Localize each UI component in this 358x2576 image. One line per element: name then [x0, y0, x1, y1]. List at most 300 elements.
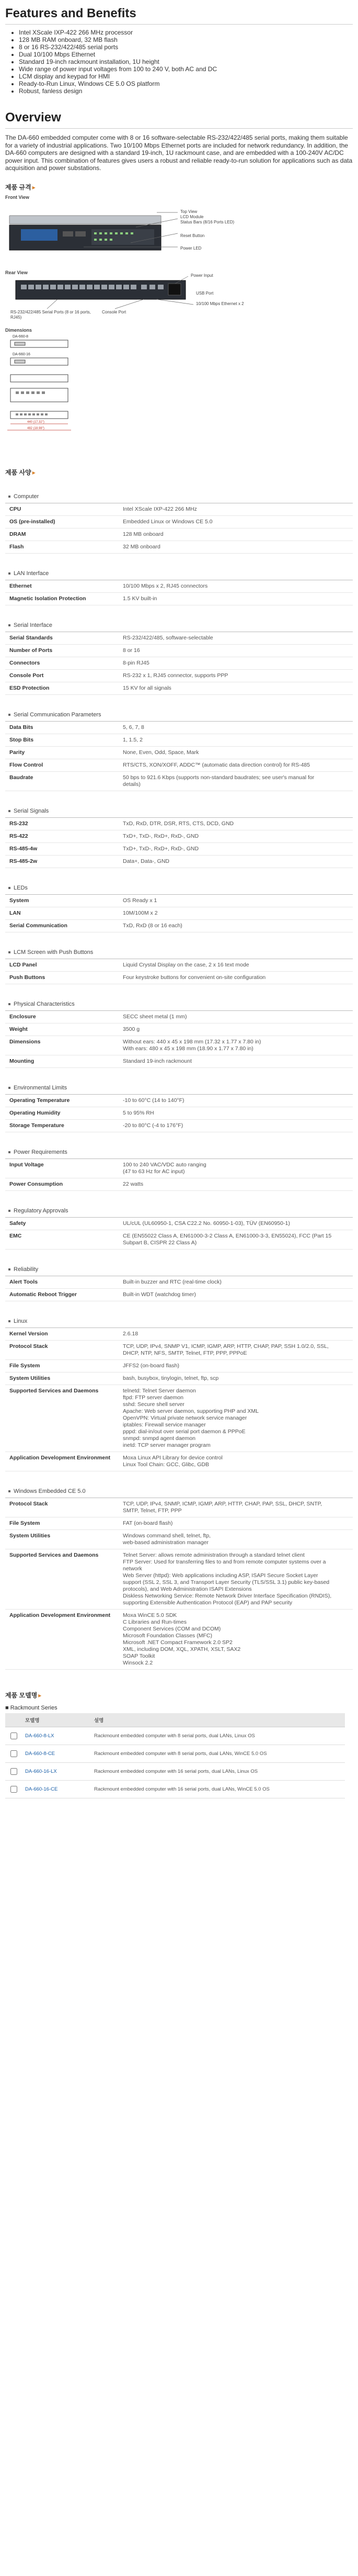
- spec-key: Serial Communication: [9, 922, 67, 929]
- bullet-icon: [8, 1320, 10, 1322]
- spec-value-line: -10 to 60°C (14 to 140°F): [123, 1097, 184, 1104]
- front-view-drawing: [5, 195, 353, 268]
- bullet-icon: [8, 1268, 10, 1270]
- spec-value-line: 128 MB onboard: [123, 531, 164, 537]
- spec-value: [123, 1612, 353, 1667]
- spec-group-title: [5, 805, 353, 818]
- spec-row: [5, 1276, 353, 1289]
- ordering-col-check: [5, 1713, 22, 1727]
- specs-heading: 제품 사양 ▸: [5, 468, 36, 476]
- spec-group-title: [5, 619, 353, 632]
- callout-status: Status Bars (8/16 Ports LED): [180, 219, 235, 224]
- ordering-heading: 제품 모델명 ▸: [5, 1691, 42, 1699]
- spec-value: [123, 1279, 353, 1286]
- spec-group-label: Serial Signals: [14, 807, 49, 814]
- spec-value: [123, 1162, 353, 1175]
- feature-item: • Robust, fanless design: [19, 87, 353, 95]
- spec-value: [123, 749, 353, 756]
- spec-value-line: SECC sheet metal (1 mm): [123, 1013, 187, 1020]
- spec-value: [123, 1220, 353, 1227]
- spec-group-title: [5, 1082, 353, 1095]
- spec-value-line: RTS/CTS, XON/XOFF, ADDC™ (automatic data direction control) for RS-485: [123, 761, 310, 768]
- spec-value-line: iptables: Firewall service manager: [123, 1421, 206, 1428]
- row-checkbox[interactable]: [10, 1733, 17, 1739]
- spec-row: [5, 1289, 353, 1301]
- spec-value-line: Apache: Web server daemon, supporting PHP and XML: [123, 1408, 259, 1414]
- spec-row: [5, 1549, 353, 1610]
- callout-console: Console Port: [102, 309, 126, 314]
- bullet-icon: [8, 810, 10, 812]
- front-view-figure: [5, 195, 353, 268]
- dim-width-inner: 440 (17.32"): [27, 420, 44, 424]
- spec-value-line: UL/cUL (UL60950-1, CSA C22.2 No. 60950-1-03), TÜV (EN60950-1): [123, 1220, 290, 1227]
- spec-value: [123, 762, 353, 769]
- spec-group-label: LAN Interface: [14, 570, 49, 577]
- ordering-table: [5, 1713, 345, 1798]
- spec-group-label: Reliability: [14, 1266, 39, 1273]
- bullet-icon: [8, 572, 10, 575]
- spec-row: [5, 1218, 353, 1230]
- spec-key: LAN: [9, 909, 21, 916]
- spec-group: [5, 1205, 353, 1250]
- spec-key: ESD Protection: [9, 684, 50, 691]
- spec-group-label: Physical Characteristics: [14, 1000, 75, 1007]
- spec-value: [123, 1520, 353, 1527]
- spec-value: [123, 519, 353, 525]
- overview-text: The DA-660 embedded computer come with 8 or 16 software-selectable RS-232/422/485 serial ports, making them suitable for a variety of industrial applications. Two 10/100 Mbps Ethernet ports are included for network redundancy. In addition, the DA-660 computers are designed with a standard 19-inch, 1U rackmount case, and are embedded with a 100-240V AC/DC power input. This combination of features gives users a robust and reliable ready-to-run solution for applications such as data acquisition and power substations.: [5, 134, 353, 172]
- spec-row: [5, 843, 353, 856]
- spec-value: [123, 1122, 353, 1129]
- spec-value: [123, 820, 353, 827]
- spec-row: [5, 1107, 353, 1120]
- spec-row: [5, 959, 353, 972]
- spec-value-line: TxD, RxD, DTR, DSR, RTS, CTS, DCD, GND: [123, 820, 234, 827]
- spec-row: [5, 645, 353, 657]
- spec-value: [123, 897, 353, 904]
- bullet-icon: [8, 1210, 10, 1212]
- spec-key: Ethernet: [9, 582, 32, 589]
- callout-lcd: LCD Module: [180, 214, 204, 219]
- spec-value: [123, 1181, 353, 1188]
- spec-group-title: [5, 708, 353, 722]
- spec-value-line: TxD+, TxD-, RxD+, RxD-, GND: [123, 845, 199, 852]
- spec-value-line: Moxa Linux API Library for device control: [123, 1454, 223, 1461]
- spec-value-line: Component Services (COM and DCOM): [123, 1625, 221, 1632]
- spec-key: Parity: [9, 749, 25, 756]
- spec-value-line: inetd: TCP server manager program: [123, 1442, 211, 1448]
- spec-value: [123, 1388, 353, 1449]
- spec-row: [5, 1530, 353, 1549]
- model-link[interactable]: DA-660-16-CE: [22, 1780, 91, 1798]
- spec-group-title: [5, 998, 353, 1011]
- spec-group-label: Serial Communication Parameters: [14, 711, 101, 718]
- spec-group: [5, 490, 353, 554]
- spec-value: [123, 1039, 353, 1052]
- spec-key: Stop Bits: [9, 736, 34, 743]
- spec-value-line: TCP, UDP, IPv4, SNMP, ICMP, IGMP, ARP, HTTP, CHAP, PAP, SSL, DHCP, SNTP, SMTP, Telnet, FTP, PPP: [123, 1500, 322, 1514]
- callout-reset: Reset Button: [180, 233, 205, 238]
- spec-value: [123, 685, 353, 692]
- dimensions-label: Dimensions: [5, 327, 32, 333]
- spec-row: [5, 682, 353, 695]
- spec-key: Enclosure: [9, 1013, 36, 1020]
- spec-value-line: XML, including DOM, XQL, XPATH, XSLT, SAX2: [123, 1646, 241, 1652]
- dimensions-figure: [5, 328, 353, 464]
- spec-key: LCD Panel: [9, 961, 37, 968]
- feature-item: • 8 or 16 RS-232/422/485 serial ports: [19, 43, 353, 51]
- table-row: [5, 1762, 345, 1780]
- spec-value-line: Winsock 2.2: [123, 1659, 153, 1666]
- spec-value-line: Embedded Linux or Windows CE 5.0: [123, 518, 213, 525]
- spec-value: [123, 583, 353, 590]
- spec-key: Push Buttons: [9, 974, 45, 981]
- feature-item: • Standard 19-inch rackmount installation, 1U height: [19, 58, 353, 65]
- spec-group: [5, 882, 353, 932]
- spec-group: [5, 998, 353, 1068]
- spec-group-label: LCM Screen with Push Buttons: [14, 949, 94, 955]
- callout-power-input: Power Input: [191, 273, 213, 278]
- model-desc: Rackmount embedded computer with 16 serial ports, dual LANs, WinCE 5.0 OS: [91, 1780, 345, 1798]
- spec-key: File System: [9, 1362, 40, 1369]
- spec-value-line: Four keystroke buttons for convenient on-site configuration: [123, 974, 266, 981]
- spec-value: [123, 1343, 353, 1357]
- spec-value: [123, 858, 353, 865]
- spec-value-line: -20 to 80°C (-4 to 176°F): [123, 1122, 183, 1129]
- spec-group-label: Computer: [14, 493, 39, 500]
- feature-item: • Wide range of power input voltages from 100 to 240 V, both AC and DC: [19, 65, 353, 73]
- front-view-label: Front View: [5, 194, 29, 200]
- spec-value-line: FAT (on-board flash): [123, 1520, 173, 1526]
- spec-value: [123, 1110, 353, 1117]
- spec-value-line: With ears: 480 x 45 x 198 mm (18.90 x 1.77 x 7.80 in): [123, 1045, 253, 1052]
- spec-key: Application Development Environment: [9, 1612, 111, 1618]
- spec-group-title: [5, 490, 353, 503]
- spec-row: [5, 1178, 353, 1191]
- features-title: Features and Benefits: [5, 0, 353, 25]
- features-list: [5, 29, 353, 95]
- spec-group: [5, 567, 353, 605]
- spec-value-line: pppd: dial-in/out over serial port daemon & PPPoE: [123, 1428, 246, 1435]
- ordering-series: ■ Rackmount Series: [5, 1704, 57, 1711]
- spec-value-line: JFFS2 (on-board flash): [123, 1362, 179, 1369]
- spec-row: [5, 1452, 353, 1471]
- spec-value-line: 8-pin RJ45: [123, 659, 149, 666]
- callout-top-view: Top View: [180, 209, 198, 214]
- spec-key: Weight: [9, 1026, 28, 1032]
- spec-row: [5, 1373, 353, 1385]
- spec-row: [5, 657, 353, 670]
- spec-row: [5, 1517, 353, 1530]
- spec-group: [5, 619, 353, 695]
- spec-key: Serial Standards: [9, 634, 53, 641]
- spec-value-line: ftpd: FTP server daemon: [123, 1394, 183, 1401]
- bullet-icon: [8, 951, 10, 953]
- model-link[interactable]: DA-660-8-CE: [22, 1745, 91, 1762]
- rear-view-figure: [5, 270, 353, 328]
- spec-key: Console Port: [9, 672, 44, 679]
- spec-value-line: 15 KV for all signals: [123, 684, 171, 691]
- spec-value-line: Windows command shell, telnet, ftp,: [123, 1532, 211, 1539]
- spec-value-line: Web Server (httpd): Web applications including ASP, ISAPI Secure Socket Layer support (SSL 2, SSL 3, and Transport Layer Security (TLS/SSL 3.1) public key-based protocols), and Web Administration ISAPI Extensions: [123, 1572, 330, 1592]
- spec-row: [5, 1120, 353, 1132]
- spec-row: [5, 593, 353, 605]
- spec-value-line: FTP Server: Used for transferring files to and from remote computer systems over a network: [123, 1558, 326, 1572]
- spec-row: [5, 1036, 353, 1055]
- spec-key: Flash: [9, 543, 24, 550]
- callout-serial-ports: RS-232/422/485 Serial Ports (8 or 16 ports, RJ45): [10, 309, 91, 320]
- spec-row: [5, 1230, 353, 1250]
- spec-key: Mounting: [9, 1058, 34, 1064]
- spec-group-title: [5, 1263, 353, 1276]
- spec-value-line: sshd: Secure shell server: [123, 1401, 184, 1408]
- rear-view-label: Rear View: [5, 269, 28, 275]
- ordering-col-model: 모델명: [22, 1713, 91, 1727]
- spec-key: Magnetic Isolation Protection: [9, 595, 86, 602]
- spec-key: DRAM: [9, 531, 26, 537]
- spec-group-title: [5, 946, 353, 959]
- spec-row: [5, 907, 353, 920]
- spec-group: [5, 1146, 353, 1191]
- spec-row: [5, 1385, 353, 1452]
- feature-item: • Dual 10/100 Mbps Ethernet: [19, 51, 353, 58]
- ordering-section: [5, 1691, 353, 1798]
- spec-value: [123, 833, 353, 840]
- feature-item: • Ready-to-Run Linux, Windows CE 5.0 OS platform: [19, 80, 353, 87]
- overview-title: Overview: [5, 104, 353, 129]
- spec-value: [123, 923, 353, 929]
- table-row: [5, 1780, 345, 1798]
- spec-value-line: RS-232 x 1, RJ45 connector, supports PPP: [123, 672, 228, 679]
- spec-value-line: telnetd: Telnet Server daemon: [123, 1387, 196, 1394]
- spec-group-label: Windows Embedded CE 5.0: [14, 1488, 86, 1494]
- spec-key: Connectors: [9, 659, 40, 666]
- spec-value-line: web-based administration manager: [123, 1539, 209, 1546]
- model-desc: Rackmount embedded computer with 8 serial ports, dual LANs, WinCE 5.0 OS: [91, 1745, 345, 1762]
- spec-row: [5, 972, 353, 984]
- spec-row: [5, 895, 353, 907]
- spec-key: Supported Services and Daemons: [9, 1551, 99, 1558]
- callout-power-led: Power LED: [180, 245, 202, 251]
- spec-row: [5, 722, 353, 734]
- spec-value: [123, 595, 353, 602]
- spec-key: RS-422: [9, 833, 28, 839]
- bullet-icon: [8, 887, 10, 889]
- spec-key: CPU: [9, 505, 21, 512]
- spec-value: [123, 531, 353, 538]
- spec-key: Dimensions: [9, 1038, 41, 1045]
- spec-value-line: Microsoft .NET Compact Framework 2.0 SP2: [123, 1639, 233, 1646]
- spec-value-line: 32 MB onboard: [123, 543, 160, 550]
- spec-key: System Utilities: [9, 1532, 51, 1539]
- spec-value-line: Moxa WinCE 5.0 SDK: [123, 1612, 177, 1618]
- spec-value: [123, 962, 353, 969]
- spec-value-line: OpenVPN: Virtual private network service manager: [123, 1414, 247, 1421]
- spec-row: [5, 516, 353, 528]
- spec-row: [5, 856, 353, 868]
- spec-value-line: Standard 19-inch rackmount: [123, 1058, 192, 1064]
- spec-row: [5, 772, 353, 791]
- spec-group-label: Serial Interface: [14, 622, 52, 628]
- spec-value-line: 10M/100M x 2: [123, 909, 158, 916]
- bullet-icon: [8, 1087, 10, 1089]
- spec-value: [123, 1014, 353, 1020]
- spec-row: [5, 734, 353, 747]
- row-checkbox[interactable]: [10, 1786, 17, 1793]
- spec-group-title: [5, 1205, 353, 1218]
- spec-value: [123, 1455, 353, 1468]
- spec-group: [5, 946, 353, 984]
- row-checkbox[interactable]: [10, 1750, 17, 1757]
- model-link[interactable]: DA-660-8-LX: [22, 1727, 91, 1745]
- model-link[interactable]: DA-660-16-LX: [22, 1762, 91, 1780]
- spec-value-line: Diskless Networking Service: Remote Network Driver Interface Specification (RNDIS), supporting Extensible Authentication Protocol (EAP) and PAP security: [123, 1592, 332, 1606]
- dim-label-16: DA-660-16: [13, 352, 30, 356]
- spec-row: [5, 747, 353, 759]
- spec-value-line: SOAP Toolkit: [123, 1652, 155, 1659]
- spec-value-line: Liquid Crystal Display on the case, 2 x 16 text mode: [123, 961, 249, 968]
- spec-key: Input Voltage: [9, 1161, 44, 1168]
- spec-group-title: [5, 1146, 353, 1159]
- spec-group: [5, 1315, 353, 1471]
- callout-ethernet: 10/100 Mbps Ethernet x 2: [196, 301, 244, 306]
- spec-value: [123, 1331, 353, 1337]
- spec-key: Number of Ports: [9, 647, 53, 654]
- dim-width-outer: 482 (18.98"): [27, 426, 44, 430]
- feature-item: • 128 MB RAM onboard, 32 MB flash: [19, 36, 353, 43]
- spec-row: [5, 759, 353, 772]
- spec-row: [5, 1610, 353, 1670]
- spec-group-label: Environmental Limits: [14, 1084, 67, 1091]
- spec-value: [123, 737, 353, 744]
- spec-value-line: OS Ready x 1: [123, 897, 157, 904]
- bullet-icon: [8, 496, 10, 498]
- spec-value: [123, 506, 353, 513]
- spec-value-line: 3500 g: [123, 1026, 140, 1032]
- spec-row: [5, 1498, 353, 1517]
- appearance-heading: 제품 규격 ▸: [5, 183, 36, 191]
- spec-row: [5, 1328, 353, 1341]
- spec-group: [5, 1082, 353, 1132]
- spec-group-label: Power Requirements: [14, 1149, 67, 1155]
- spec-row: [5, 1055, 353, 1068]
- spec-value-line: 100 to 240 VAC/VDC auto ranging: [123, 1161, 206, 1168]
- spec-value-line: 5 to 95% RH: [123, 1109, 154, 1116]
- spec-value: [123, 1363, 353, 1369]
- spec-value: [123, 1501, 353, 1514]
- spec-key: Supported Services and Daemons: [9, 1387, 99, 1394]
- spec-key: OS (pre-installed): [9, 518, 55, 525]
- spec-value: [123, 647, 353, 654]
- dim-label-8: DA-660-8: [13, 334, 28, 339]
- spec-value-line: Microsoft Foundation Classes (MFC): [123, 1632, 212, 1639]
- model-desc: Rackmount embedded computer with 8 serial ports, dual LANs, Linux OS: [91, 1727, 345, 1745]
- spec-key: Protocol Stack: [9, 1500, 48, 1507]
- spec-row: [5, 818, 353, 830]
- spec-key: Baudrate: [9, 774, 33, 781]
- spec-value-line: bash, busybox, tinylogin, telnet, ftp, scp: [123, 1375, 219, 1381]
- spec-row: [5, 1023, 353, 1036]
- spec-value-line: Telnet Server: allows remote administration through a standard telnet client: [123, 1551, 305, 1558]
- spec-group-label: LEDs: [14, 884, 28, 891]
- spec-key: Kernel Version: [9, 1330, 48, 1337]
- ordering-col-desc: 설명: [91, 1713, 345, 1727]
- spec-group: [5, 1263, 353, 1301]
- spec-value: [123, 846, 353, 852]
- spec-row: [5, 503, 353, 516]
- spec-value: [123, 774, 353, 788]
- spec-group-label: Linux: [14, 1318, 28, 1324]
- spec-value-line: 10/100 Mbps x 2, RJ45 connectors: [123, 582, 208, 589]
- spec-value-line: 1.5 KV built-in: [123, 595, 157, 602]
- spec-value-line: 2.6.18: [123, 1330, 138, 1337]
- spec-value-line: 22 watts: [123, 1180, 144, 1187]
- spec-key: RS-485-2w: [9, 858, 38, 864]
- spec-key: Alert Tools: [9, 1278, 38, 1285]
- spec-value-line: CE (EN55022 Class A, EN61000-3-2 Class A, EN61000-3-3, EN55024), FCC (Part 15 Subpart B, CISPR 22 Class A): [123, 1232, 332, 1246]
- spec-key: Power Consumption: [9, 1180, 63, 1187]
- spec-key: Operating Humidity: [9, 1109, 61, 1116]
- table-row: [5, 1727, 345, 1745]
- spec-value: [123, 910, 353, 917]
- bullet-icon: [8, 714, 10, 716]
- spec-value: [123, 724, 353, 731]
- spec-value-line: C Libraries and Run-times: [123, 1618, 187, 1625]
- spec-value: [123, 974, 353, 981]
- spec-value-line: Intel XScale IXP-422 266 MHz: [123, 505, 197, 512]
- spec-value-line: Built-in buzzer and RTC (real-time clock): [123, 1278, 222, 1285]
- spec-key: System: [9, 897, 29, 904]
- spec-value-line: (47 to 63 Hz for AC input): [123, 1168, 185, 1175]
- bullet-icon: [8, 1151, 10, 1153]
- spec-key: EMC: [9, 1232, 22, 1239]
- spec-group-label: Regulatory Approvals: [14, 1207, 68, 1214]
- spec-key: System Utilities: [9, 1375, 51, 1381]
- spec-row: [5, 920, 353, 932]
- spec-key: Flow Control: [9, 761, 43, 768]
- row-checkbox[interactable]: [10, 1768, 17, 1775]
- spec-row: [5, 1011, 353, 1023]
- feature-item: • LCM display and keypad for HMI: [19, 73, 353, 80]
- spec-value: [123, 1026, 353, 1033]
- spec-key: Storage Temperature: [9, 1122, 64, 1129]
- spec-group-title: [5, 882, 353, 895]
- spec-value-line: TxD+, TxD-, RxD+, RxD-, GND: [123, 833, 199, 839]
- spec-group-title: [5, 567, 353, 580]
- spec-group: [5, 805, 353, 868]
- spec-value: [123, 1233, 353, 1246]
- spec-row: [5, 580, 353, 593]
- spec-key: RS-232: [9, 820, 28, 827]
- spec-row: [5, 541, 353, 554]
- spec-value-line: TxD, RxD (8 or 16 each): [123, 922, 182, 929]
- spec-row: [5, 632, 353, 645]
- spec-value-line: Built-in WDT (watchdog timer): [123, 1291, 196, 1298]
- spec-value-line: snmpd: snmpd agent daemon: [123, 1435, 195, 1442]
- spec-row: [5, 670, 353, 682]
- spec-value: [123, 1552, 353, 1606]
- spec-value: [123, 1058, 353, 1065]
- spec-row: [5, 1095, 353, 1107]
- spec-key: Application Development Environment: [9, 1454, 111, 1461]
- model-desc: Rackmount embedded computer with 16 serial ports, dual LANs, Linux OS: [91, 1762, 345, 1780]
- spec-row: [5, 1341, 353, 1360]
- spec-value: [123, 1097, 353, 1104]
- spec-value: [123, 635, 353, 642]
- spec-value: [123, 1375, 353, 1382]
- spec-value: [123, 660, 353, 667]
- spec-value: [123, 1291, 353, 1298]
- bullet-icon: [8, 1003, 10, 1005]
